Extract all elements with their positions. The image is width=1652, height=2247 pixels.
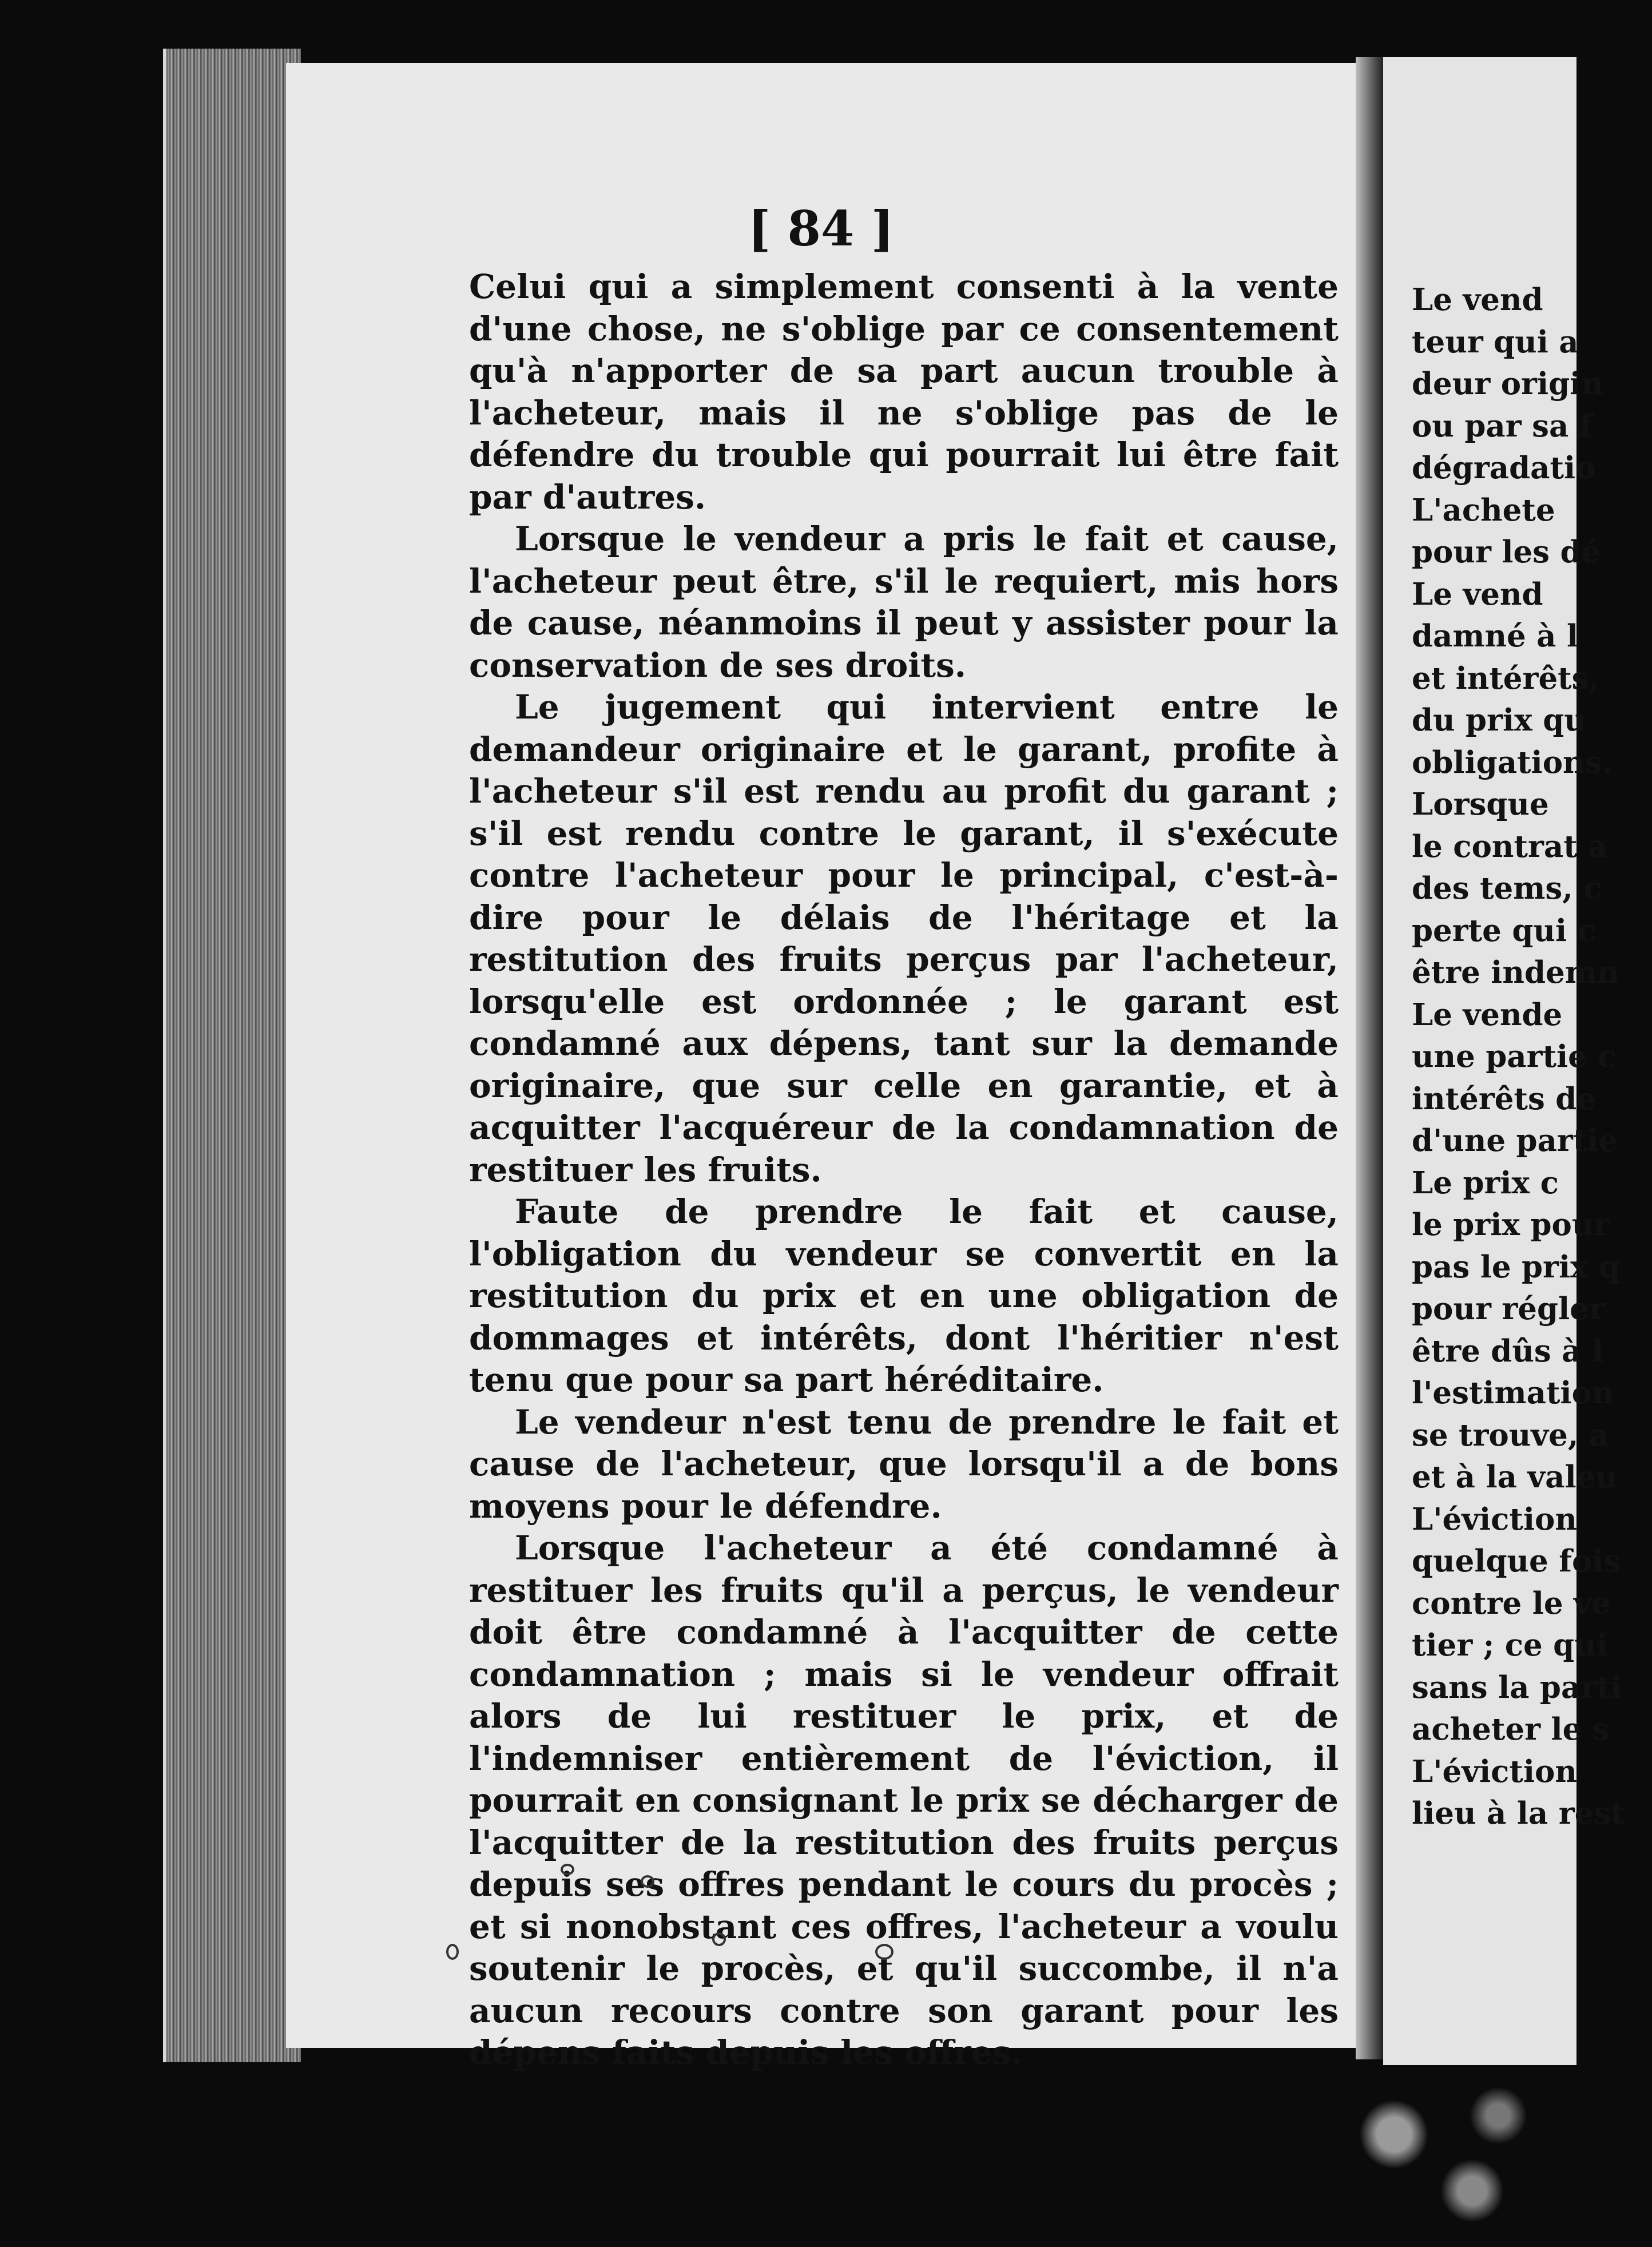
- text-line: d'une partie: [1412, 1123, 1618, 1158]
- text-line: lieu à la rest: [1412, 1796, 1625, 1831]
- paragraph: Lorsque le vendeur a pris le fait et cause, l'acheteur peut être, s'il le requiert, mis hors de cause, néanmoins il peut y assister pour la conservation de ses droits.: [469, 519, 1339, 685]
- text-line: Lorsque: [1412, 787, 1549, 822]
- book-fore-edge: [163, 49, 301, 2062]
- text-line: pour les dé: [1412, 534, 1601, 570]
- text-line: contre le ve: [1412, 1585, 1611, 1621]
- paper-speck: [712, 1932, 726, 1946]
- text-line: quelque fois: [1412, 1543, 1621, 1579]
- text-line: et intérêts,: [1412, 660, 1599, 696]
- text-line: tier ; ce qui: [1412, 1627, 1608, 1663]
- text-line: Le vend: [1412, 576, 1543, 612]
- text-line: le prix pour: [1412, 1207, 1610, 1242]
- text-line: L'achete: [1412, 492, 1555, 528]
- text-line: dégradatio: [1412, 450, 1596, 486]
- text-line: intérêts de: [1412, 1081, 1597, 1117]
- text-line: perte qui c: [1412, 912, 1596, 948]
- page-number: [ 84 ]: [748, 200, 894, 257]
- paragraph: Le vendeur n'est tenu de prendre le fait et cause de l'acheteur, que lorsqu'il a de bons moyens pour le défendre.: [469, 1402, 1339, 1526]
- paper-speck: [875, 1944, 893, 1960]
- right-page: [1383, 57, 1625, 2065]
- text-line: Le prix c: [1412, 1165, 1559, 1201]
- text-line: et à la valeu: [1412, 1459, 1618, 1495]
- text-line: ou par sa f: [1412, 408, 1593, 444]
- text-line: pour régler: [1412, 1291, 1605, 1327]
- paper-speck: [641, 1875, 654, 1888]
- text-line: Le vend: [1412, 282, 1543, 317]
- text-line: deur origin: [1412, 366, 1603, 402]
- text-line: se trouve, a: [1412, 1417, 1609, 1453]
- text-line: Le vende: [1412, 997, 1563, 1033]
- left-page-text: [469, 266, 1339, 2074]
- text-line: être indemn: [1412, 955, 1619, 990]
- text-line: une partie c: [1412, 1039, 1617, 1074]
- paragraph: Faute de prendre le fait et cause, l'obligation du vendeur se convertit en la restitution du prix et en une obligation de dommages et intérêts, dont l'héritier n'est tenu que pour sa part héréditaire.: [469, 1192, 1339, 1399]
- paragraph: Lorsque l'acheteur a été condamné à restituer les fruits qu'il a perçus, le vendeur doit être condamné à l'acquitter de cette condamnation ; mais si le vendeur offrait alors de lui restituer le prix, et de l'indemniser entièrement de l'éviction, il pourrait en consignant le prix se décharger de l'acquitter de la restitution des fruits perçus depuis ses offres pendant le cours du procès ; et si nonobstant ces offres, l'acheteur a voulu soutenir le procès, et qu'il succombe, il n'a aucun recours contre son garant pour les dépens faits depuis les offres.: [469, 1529, 1339, 2072]
- paper-speck: [446, 1944, 459, 1960]
- text-line: sans la parti: [1412, 1669, 1622, 1705]
- text-line: pas le prix q: [1412, 1249, 1621, 1285]
- text-line: L'éviction: [1412, 1753, 1577, 1789]
- text-line: des tems, c: [1412, 871, 1602, 906]
- text-line: acheter le s: [1412, 1712, 1610, 1747]
- left-page: [286, 63, 1356, 2072]
- right-page-text: [1412, 279, 1652, 1835]
- background-specks: [1316, 2059, 1576, 2247]
- text-line: L'éviction: [1412, 1501, 1577, 1537]
- text-line: l'estimation: [1412, 1375, 1614, 1411]
- text-line: du prix qu: [1412, 702, 1586, 738]
- paper-speck: [561, 1864, 574, 1875]
- text-line: être dûs à l: [1412, 1333, 1604, 1369]
- paragraph: Celui qui a simplement consenti à la vente d'une chose, ne s'oblige par ce consentement qu'à n'apporter de sa part aucun trouble à l'acheteur, mais il ne s'oblige pas de le défendre du trouble qui pourrait lui être fait par d'autres.: [469, 267, 1339, 517]
- text-line: teur qui a: [1412, 324, 1579, 360]
- text-line: obligations.: [1412, 744, 1613, 780]
- text-line: le contrat a: [1412, 828, 1608, 864]
- paragraph: Le jugement qui intervient entre le demandeur originaire et le garant, profite à l'acheteur s'il est rendu au profit du garant ; s'il est rendu contre le garant, il s'exécute contre l'acheteur pour le principal, c'est-à-dire pour le délais de l'héritage et la restitution des fruits perçus par l'acheteur, lorsqu'elle est ordonnée ; le garant est condamné aux dépens, tant sur la demande originaire, que sur celle en garantie, et à acquitter l'acquéreur de la condamnation de restituer les fruits.: [469, 688, 1339, 1189]
- text-line: damné à l: [1412, 618, 1579, 654]
- book-gutter: [1356, 57, 1384, 2059]
